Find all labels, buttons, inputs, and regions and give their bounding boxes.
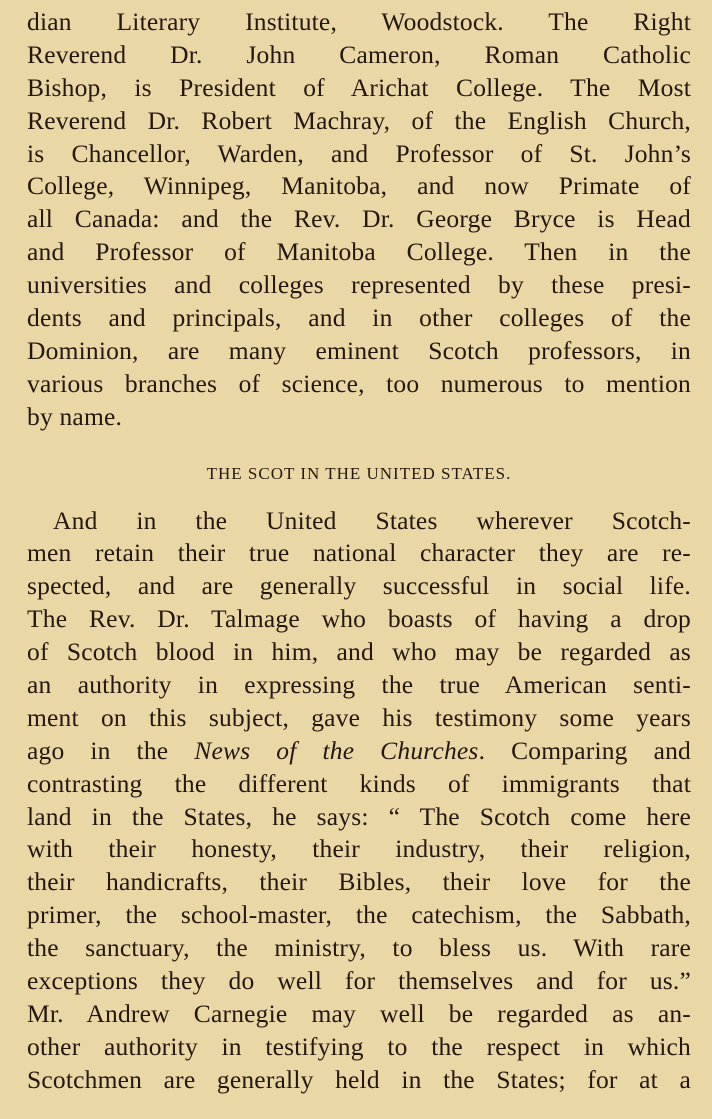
- text-line: Bishop, is President of Arichat College. The Most: [27, 72, 691, 102]
- text-line: by name.: [27, 401, 123, 431]
- text-line: College, Winnipeg, Manitoba, and now Primate of: [27, 171, 691, 201]
- text-line: ment on this subject, gave his testimony some years: [27, 702, 691, 732]
- text-line: The Rev. Dr. Talmage who boasts of having a drop: [27, 604, 691, 634]
- text-line: the sanctuary, the ministry, to bless us. With rare: [27, 933, 691, 963]
- text-line: [27, 735, 691, 768]
- text-line: Reverend Dr. John Cameron, Roman Catholic: [27, 39, 691, 69]
- text-line: And in the United States wherever Scotch-: [53, 505, 691, 535]
- book-page: [27, 6, 691, 1097]
- text-line: with their honesty, their industry, their religion,: [27, 834, 691, 864]
- text-line: exceptions they do well for themselves and for us.”: [27, 966, 691, 996]
- text-line: their handicrafts, their Bibles, their love for the: [27, 867, 691, 897]
- text-line: Dominion, are many eminent Scotch professors, in: [27, 335, 691, 365]
- text-span: ago in the: [27, 735, 195, 765]
- paragraph-scot-in-us: [27, 505, 691, 1097]
- text-span: . Comparing and: [478, 735, 691, 765]
- text-line: an authority in expressing the true American senti-: [27, 670, 691, 700]
- text-line: Reverend Dr. Robert Machray, of the English Church,: [27, 105, 691, 135]
- text-line: contrasting the different kinds of immigrants that: [27, 768, 691, 798]
- paragraph-canadian-colleges: [27, 6, 691, 434]
- text-line: dian Literary Institute, Woodstock. The Right: [27, 7, 691, 36]
- section-heading: THE SCOT IN THE UNITED STATES.: [206, 463, 512, 483]
- text-line: various branches of science, too numerous to mention: [27, 368, 691, 398]
- text-line: other authority in testifying to the respect in which: [27, 1031, 691, 1061]
- publication-title: News of the Churches: [194, 735, 479, 765]
- text-line: is Chancellor, Warden, and Professor of St. John’s: [27, 138, 691, 168]
- text-line: land in the States, he says: “ The Scotch come here: [27, 801, 691, 831]
- text-line: spected, and are generally successful in social life.: [27, 571, 691, 601]
- text-line: Mr. Andrew Carnegie may well be regarded as an-: [27, 998, 691, 1028]
- text-line: all Canada: and the Rev. Dr. George Bryce is Head: [27, 204, 691, 234]
- text-line: universities and colleges represented by these presi-: [27, 270, 691, 300]
- text-line: men retain their true national character they are re-: [27, 538, 691, 568]
- text-line: and Professor of Manitoba College. Then in the: [27, 237, 691, 267]
- text-line: Scotchmen are generally held in the States; for at a: [27, 1064, 691, 1094]
- text-line: dents and principals, and in other colleges of the: [27, 303, 691, 333]
- text-line: of Scotch blood in him, and who may be regarded as: [27, 637, 691, 667]
- text-line: primer, the school-master, the catechism, the Sabbath,: [27, 900, 691, 930]
